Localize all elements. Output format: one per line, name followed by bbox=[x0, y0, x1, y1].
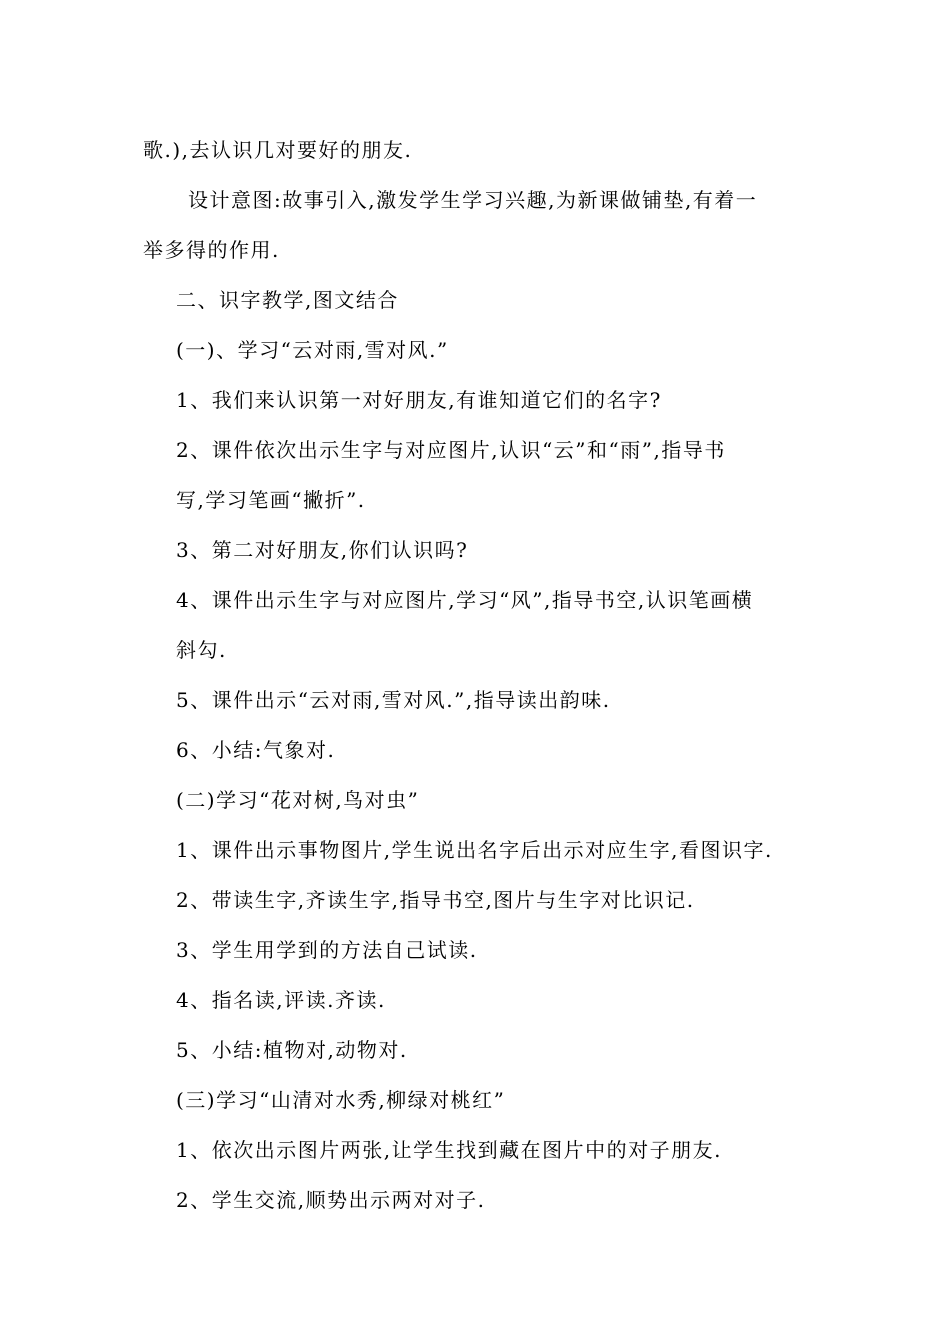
text-line-22: 2、学生交流,顺势出示两对对子. bbox=[176, 1188, 486, 1212]
subsection-heading-2: (二)学习“花对树,鸟对虫” bbox=[176, 788, 420, 812]
text-line-9: 3、第二对好朋友,你们认识吗? bbox=[176, 538, 469, 562]
text-line-8: 写,学习笔画“撇折”. bbox=[176, 488, 366, 512]
text-line-2: 设计意图:故事引入,激发学生学习兴趣,为新课做铺垫,有着一 bbox=[188, 188, 758, 212]
text-line-7: 2、课件依次出示生字与对应图片,认识“云”和“雨”,指导书 bbox=[176, 438, 726, 462]
text-line-6: 1、我们来认识第一对好朋友,有谁知道它们的名字? bbox=[176, 388, 662, 412]
text-line-11: 斜勾. bbox=[176, 638, 227, 662]
section-heading-2: 二、识字教学,图文结合 bbox=[176, 288, 399, 312]
text-line-1: 歌.),去认识几对要好的朋友. bbox=[143, 138, 413, 162]
subsection-heading-1: (一)、学习“云对雨,雪对风.” bbox=[176, 338, 449, 362]
text-line-15: 1、课件出示事物图片,学生说出名字后出示对应生字,看图识字. bbox=[176, 838, 773, 862]
text-line-19: 5、小结:植物对,动物对. bbox=[176, 1038, 408, 1062]
text-line-13: 6、小结:气象对. bbox=[176, 738, 336, 762]
subsection-heading-3: (三)学习“山清对水秀,柳绿对桃红” bbox=[176, 1088, 506, 1112]
text-line-16: 2、带读生字,齐读生字,指导书空,图片与生字对比识记. bbox=[176, 888, 695, 912]
text-line-21: 1、依次出示图片两张,让学生找到藏在图片中的对子朋友. bbox=[176, 1138, 722, 1162]
text-line-12: 5、课件出示“云对雨,雪对风.”,指导读出韵味. bbox=[176, 688, 611, 712]
text-line-10: 4、课件出示生字与对应图片,学习“风”,指导书空,认识笔画横 bbox=[176, 588, 754, 612]
text-line-17: 3、学生用学到的方法自己试读. bbox=[176, 938, 478, 962]
text-line-18: 4、指名读,评读.齐读. bbox=[176, 988, 386, 1012]
text-line-3: 举多得的作用. bbox=[143, 238, 280, 262]
